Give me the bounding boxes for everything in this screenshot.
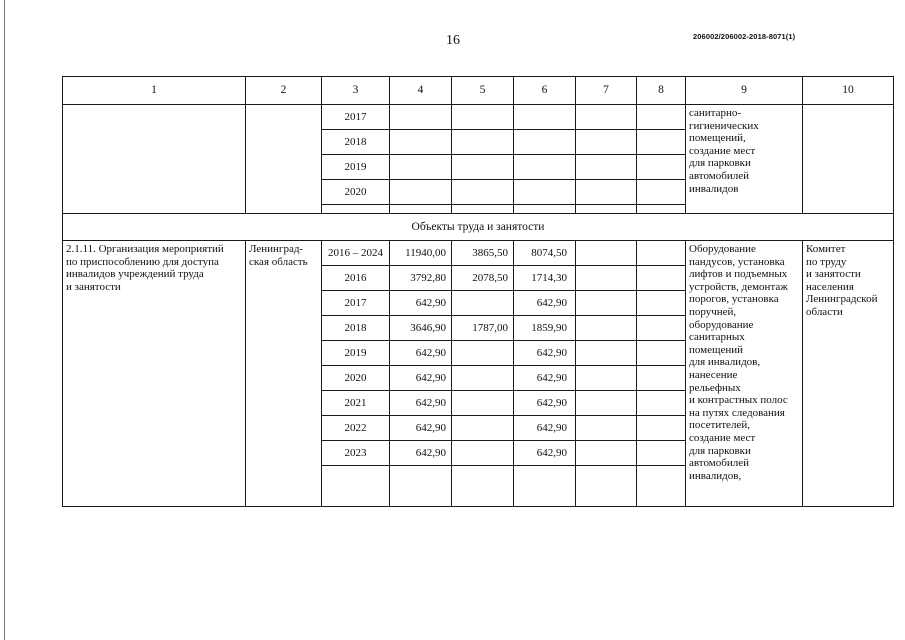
- year-cell: 2019: [322, 155, 390, 180]
- column-header: 2: [246, 77, 322, 105]
- year-cell: 2016 – 2024: [322, 241, 390, 266]
- page-edge: [4, 0, 5, 640]
- region-cell: Ленинград- ская область: [246, 241, 322, 507]
- value-cell: [576, 155, 637, 180]
- value-cell: [576, 180, 637, 205]
- gap-cell: [390, 205, 452, 214]
- value-cell: [576, 105, 637, 130]
- gap-cell: [637, 205, 686, 214]
- value-cell: [637, 180, 686, 205]
- value-cell: [576, 391, 637, 416]
- value-cell: [514, 130, 576, 155]
- filler-cell: [322, 466, 390, 507]
- column-header: 10: [803, 77, 894, 105]
- value-cell: 642,90: [514, 366, 576, 391]
- page-number: 16: [446, 33, 460, 48]
- document-id: 206002/206002-2018-8071(1): [693, 32, 796, 41]
- value-cell: [452, 130, 514, 155]
- value-cell: [637, 155, 686, 180]
- year-cell: 2016: [322, 266, 390, 291]
- section-title: Объекты труда и занятости: [63, 214, 894, 241]
- gap-cell: [452, 205, 514, 214]
- year-cell: 2020: [322, 180, 390, 205]
- value-cell: [390, 180, 452, 205]
- filler-cell: [390, 466, 452, 507]
- value-cell: [576, 241, 637, 266]
- value-cell: 642,90: [514, 341, 576, 366]
- value-cell: 642,90: [514, 391, 576, 416]
- value-cell: [452, 341, 514, 366]
- table-row: [63, 105, 894, 130]
- value-cell: [637, 441, 686, 466]
- value-cell: 642,90: [390, 416, 452, 441]
- gap-cell: [514, 205, 576, 214]
- value-cell: [514, 155, 576, 180]
- year-cell: 2021: [322, 391, 390, 416]
- column-header: 3: [322, 77, 390, 105]
- value-cell: 642,90: [514, 441, 576, 466]
- gap-cell: [322, 205, 390, 214]
- column-header: 1: [63, 77, 246, 105]
- value-cell: [637, 241, 686, 266]
- column-header: 6: [514, 77, 576, 105]
- column-header: 5: [452, 77, 514, 105]
- value-cell: [452, 441, 514, 466]
- column-header: 8: [637, 77, 686, 105]
- responsible-cell: Комитет по труду и занятости населения Ленинградской области: [803, 241, 894, 507]
- value-cell: 3792,80: [390, 266, 452, 291]
- year-cell: 2018: [322, 316, 390, 341]
- filler-cell: [452, 466, 514, 507]
- value-cell: [637, 266, 686, 291]
- value-cell: [390, 155, 452, 180]
- year-cell: 2017: [322, 291, 390, 316]
- value-cell: [452, 155, 514, 180]
- measures-cell: санитарно- гигиенических помещений, создание мест для парковки автомобилей инвалидов: [686, 105, 803, 214]
- value-cell: [637, 130, 686, 155]
- value-cell: 11940,00: [390, 241, 452, 266]
- year-cell: 2020: [322, 366, 390, 391]
- value-cell: [637, 416, 686, 441]
- value-cell: [576, 416, 637, 441]
- value-cell: 642,90: [390, 291, 452, 316]
- value-cell: [576, 366, 637, 391]
- value-cell: [452, 180, 514, 205]
- section-row: [63, 214, 894, 241]
- year-cell: 2023: [322, 441, 390, 466]
- column-header: 9: [686, 77, 803, 105]
- value-cell: [637, 366, 686, 391]
- value-cell: 642,90: [390, 366, 452, 391]
- filler-cell: [514, 466, 576, 507]
- value-cell: 8074,50: [514, 241, 576, 266]
- value-cell: [637, 341, 686, 366]
- value-cell: [452, 291, 514, 316]
- value-cell: [514, 180, 576, 205]
- year-cell: 2017: [322, 105, 390, 130]
- value-cell: [452, 391, 514, 416]
- value-cell: [576, 316, 637, 341]
- year-cell: 2022: [322, 416, 390, 441]
- value-cell: [514, 105, 576, 130]
- year-cell: 2019: [322, 341, 390, 366]
- filler-cell: [576, 466, 637, 507]
- value-cell: 642,90: [390, 441, 452, 466]
- value-cell: 2078,50: [452, 266, 514, 291]
- value-cell: [576, 341, 637, 366]
- value-cell: [452, 105, 514, 130]
- value-cell: [637, 105, 686, 130]
- value-cell: [452, 366, 514, 391]
- responsible-cell: [803, 105, 894, 214]
- item-name-cell: 2.1.11. Организация мероприятий по приспособлению для доступа инвалидов учреждений труда и занятости: [63, 241, 246, 507]
- cell-col1: [63, 105, 246, 214]
- value-cell: 1787,00: [452, 316, 514, 341]
- header-row: [63, 77, 894, 105]
- value-cell: [637, 391, 686, 416]
- value-cell: 642,90: [390, 341, 452, 366]
- value-cell: [576, 130, 637, 155]
- value-cell: 642,90: [390, 391, 452, 416]
- filler-cell: [637, 466, 686, 507]
- value-cell: [576, 441, 637, 466]
- value-cell: [637, 316, 686, 341]
- value-cell: 1859,90: [514, 316, 576, 341]
- column-header: 7: [576, 77, 637, 105]
- value-cell: [452, 416, 514, 441]
- value-cell: [576, 291, 637, 316]
- column-header: 4: [390, 77, 452, 105]
- value-cell: 1714,30: [514, 266, 576, 291]
- value-cell: 642,90: [514, 291, 576, 316]
- value-cell: [390, 130, 452, 155]
- measures-cell: Оборудование пандусов, установка лифтов и подъемных устройств, демонтаж порогов, установка поручней, оборудование санитарных помещений для инвалидов, нанесение рельефных и контрастных полос на путях следования посетителей, создание мест для парковки автомобилей инвалидов,: [686, 241, 803, 507]
- program-table: [62, 76, 894, 507]
- year-cell: 2018: [322, 130, 390, 155]
- gap-cell: [576, 205, 637, 214]
- value-cell: 3865,50: [452, 241, 514, 266]
- table-row: [63, 241, 894, 266]
- value-cell: [390, 105, 452, 130]
- value-cell: [637, 291, 686, 316]
- value-cell: [576, 266, 637, 291]
- cell-col2: [246, 105, 322, 214]
- value-cell: 642,90: [514, 416, 576, 441]
- value-cell: 3646,90: [390, 316, 452, 341]
